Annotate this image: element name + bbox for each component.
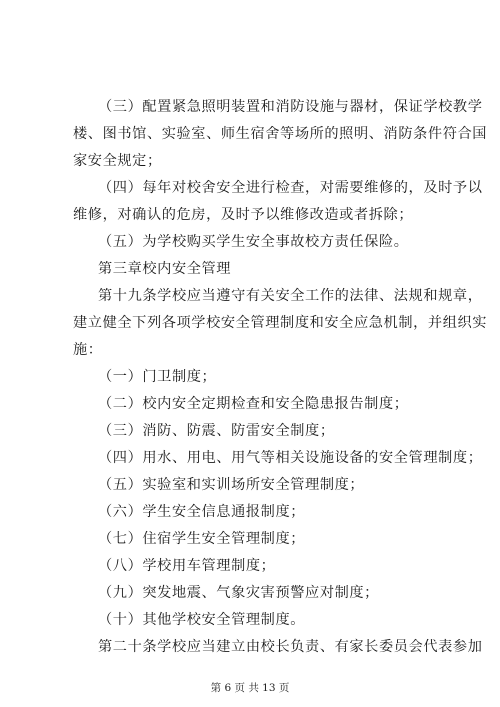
list-item: （五）实验室和实训场所安全管理制度； bbox=[98, 477, 365, 493]
list-item: （一）门卫制度； bbox=[98, 369, 217, 385]
list-item: （九）突发地震、气象灾害预警应对制度； bbox=[98, 585, 379, 601]
text-line: （五）为学校购买学生安全事故校方责任保险。 bbox=[98, 234, 409, 250]
text-line: （三）配置紧急照明装置和消防设施与器材，保证学校教学 bbox=[98, 99, 483, 115]
text-line: 第二十条学校应当建立由校长负责、有家长委员会代表参加 bbox=[98, 639, 483, 655]
list-item: （十）其他学校安全管理制度。 bbox=[98, 612, 306, 628]
section-heading: 第三章校内安全管理 bbox=[98, 261, 232, 277]
text-line: 家安全规定； bbox=[73, 153, 162, 169]
page-number-footer: 第 6 页 共 13 页 bbox=[210, 682, 290, 694]
text-line: 建立健全下列各项学校安全管理制度和安全应急机制，并组织实 bbox=[73, 315, 488, 331]
list-item: （二）校内安全定期检查和安全隐患报告制度； bbox=[98, 396, 409, 412]
list-item: （三）消防、防震、防雷安全制度； bbox=[98, 423, 335, 439]
list-item: （四）用水、用电、用气等相关设施设备的安全管理制度； bbox=[98, 450, 483, 466]
text-line: 施： bbox=[73, 342, 103, 358]
text-line: 维修，对确认的危房，及时予以维修改造或者拆除； bbox=[73, 207, 414, 223]
text-line: （四）每年对校舍安全进行检查，对需要维修的，及时予以 bbox=[98, 180, 483, 196]
list-item: （七）住宿学生安全管理制度； bbox=[98, 531, 306, 547]
text-line: 楼、图书馆、实验室、师生宿舍等场所的照明、消防条件符合国 bbox=[73, 126, 488, 142]
list-item: （六）学生安全信息通报制度； bbox=[98, 504, 306, 520]
list-item: （八）学校用车管理制度； bbox=[98, 558, 276, 574]
text-line: 第十九条学校应当遵守有关安全工作的法律、法规和规章， bbox=[98, 288, 483, 304]
